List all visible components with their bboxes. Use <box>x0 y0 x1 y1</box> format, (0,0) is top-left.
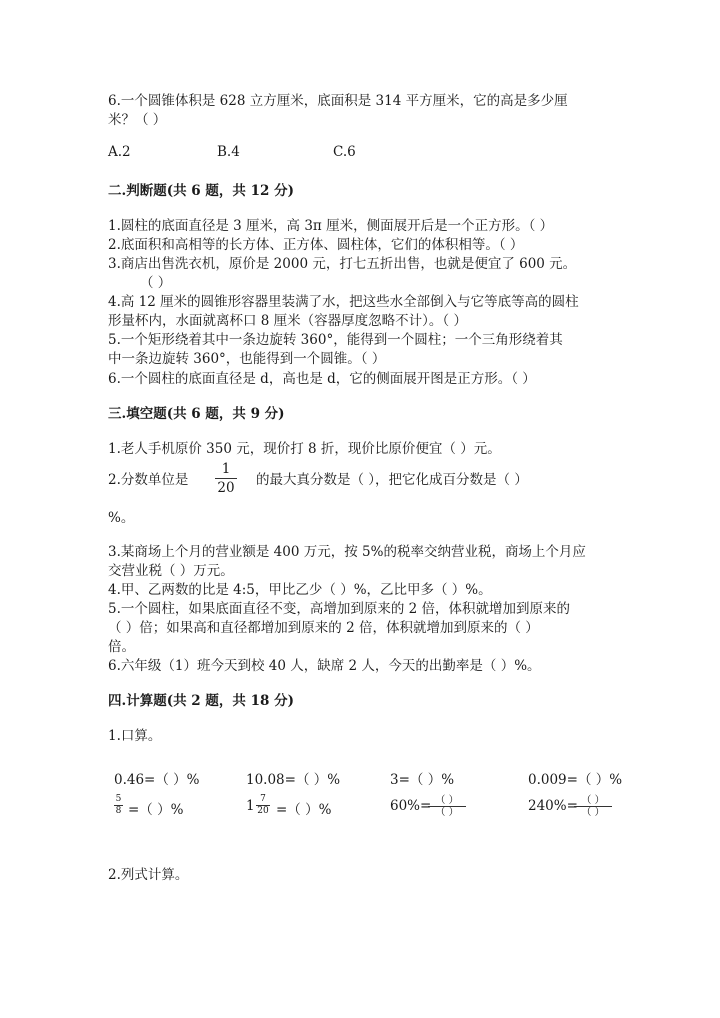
blank-denominator: （ ） <box>581 807 605 818</box>
judge-question-5-line-2: 中一条边旋转 360°，也能得到一个圆锥。（ ） <box>108 351 386 367</box>
fill-question-2-prefix: 2.分数单位是 <box>108 472 189 488</box>
fraction-bar <box>215 478 237 479</box>
calc-subtitle-2: 2.列式计算。 <box>108 867 189 883</box>
blank-numerator: （ ） <box>581 795 605 806</box>
question-6-line-2: 米？（ ） <box>108 112 167 128</box>
blank-numerator: （ ） <box>435 795 459 806</box>
fill-question-2-end: %。 <box>108 510 135 526</box>
blank-denominator: （ ） <box>435 807 459 818</box>
option-b: B.4 <box>217 144 240 160</box>
judge-question-4-line-2: 形量杯内，水面就离杯口 8 厘米（容器厚度忽略不计）。（ ） <box>108 313 467 329</box>
judge-question-3-line-1: 3.商店出售洗衣机，原价是 2000 元，打七五折出售，也就是便宜了 600 元。 <box>108 256 577 272</box>
fraction-denominator: 20 <box>217 480 235 496</box>
mixed-number-whole: 1 <box>246 798 255 814</box>
fill-question-6: 6.六年级（1）班今天到校 40 人，缺席 2 人，今天的出勤率是（ ）%。 <box>108 658 541 674</box>
fill-question-5-line-1: 5.一个圆柱，如果底面直径不变，高增加到原来的 2 倍，体积就增加到原来的 <box>108 601 571 617</box>
fraction-numerator: 7 <box>260 794 266 804</box>
calc-item-8: 240%= <box>528 798 578 814</box>
calc-item-1: 0.46=（ ）% <box>114 772 200 788</box>
judge-question-6: 6.一个圆柱的底面直径是 d，高也是 d，它的侧面展开图是正方形。（ ） <box>108 371 536 387</box>
judge-question-1: 1.圆柱的底面直径是 3 厘米，高 3π 厘米，侧面展开后是一个正方形。（ ） <box>108 218 554 234</box>
fraction-denominator: 8 <box>115 806 122 816</box>
fill-question-5-line-2: （ ）倍；如果高和直径都增加到原来的 2 倍，体积就增加到原来的（ ） <box>108 620 539 636</box>
fill-question-2-suffix: 的最大真分数是（ ），把它化成百分数是（ ） <box>256 472 528 488</box>
option-c: C.6 <box>333 144 356 160</box>
calc-item-4: 0.009=（ ）% <box>528 772 623 788</box>
calc-item-6: =（ ）% <box>276 802 332 818</box>
judge-question-2: 2.底面积和高相等的长方体、正方体、圆柱体，它们的体积相等。（ ） <box>108 237 524 253</box>
judge-question-5-line-1: 5.一个矩形绕着其中一条边旋转 360°，能得到一个圆柱；一个三角形绕着其 <box>108 332 563 348</box>
section-4-title: 四.计算题(共 2 题，共 18 分) <box>108 693 294 709</box>
calc-subtitle-1: 1.口算。 <box>108 728 162 744</box>
calc-item-7: 60%= <box>390 798 432 814</box>
fraction-denominator: 20 <box>257 806 269 816</box>
judge-question-4-line-1: 4.高 12 厘米的圆锥形容器里装满了水，把这些水全部倒入与它等底等高的圆柱 <box>108 294 579 310</box>
fill-question-1: 1.老人手机原价 350 元，现价打 8 折，现价比原价便宜（ ）元。 <box>108 441 501 457</box>
fraction-numerator: 1 <box>221 461 231 477</box>
fraction-numerator: 5 <box>115 794 122 804</box>
blank-fraction-2 <box>574 795 612 818</box>
fill-question-3-line-2: 交营业税（ ）万元。 <box>108 563 234 579</box>
fill-question-5-line-3: 倍。 <box>108 639 135 655</box>
fraction-one-twentieth <box>215 461 237 496</box>
option-a: A.2 <box>108 144 131 160</box>
calc-item-5: =（ ）% <box>128 802 184 818</box>
calc-item-2: 10.08=（ ）% <box>246 772 341 788</box>
fraction-five-eighths <box>114 795 123 816</box>
section-2-title: 二.判断题(共 6 题，共 12 分) <box>108 183 294 199</box>
section-3-title: 三.填空题(共 6 题，共 9 分) <box>108 406 285 422</box>
calc-item-3: 3=（ ）% <box>390 772 455 788</box>
fill-question-4: 4.甲、乙两数的比是 4:5，甲比乙少（ ）%，乙比甲多（ ）%。 <box>108 582 492 598</box>
blank-fraction-1 <box>428 795 466 818</box>
question-6-line-1: 6.一个圆锥体积是 628 立方厘米，底面积是 314 平方厘米，它的高是多少厘 <box>108 93 568 109</box>
fraction-seven-twentieths <box>256 795 270 816</box>
judge-question-3-line-2: （ ） <box>140 275 172 291</box>
fill-question-3-line-1: 3.某商场上个月的营业额是 400 万元，按 5%的税率交纳营业税，商场上个月应 <box>108 544 586 560</box>
